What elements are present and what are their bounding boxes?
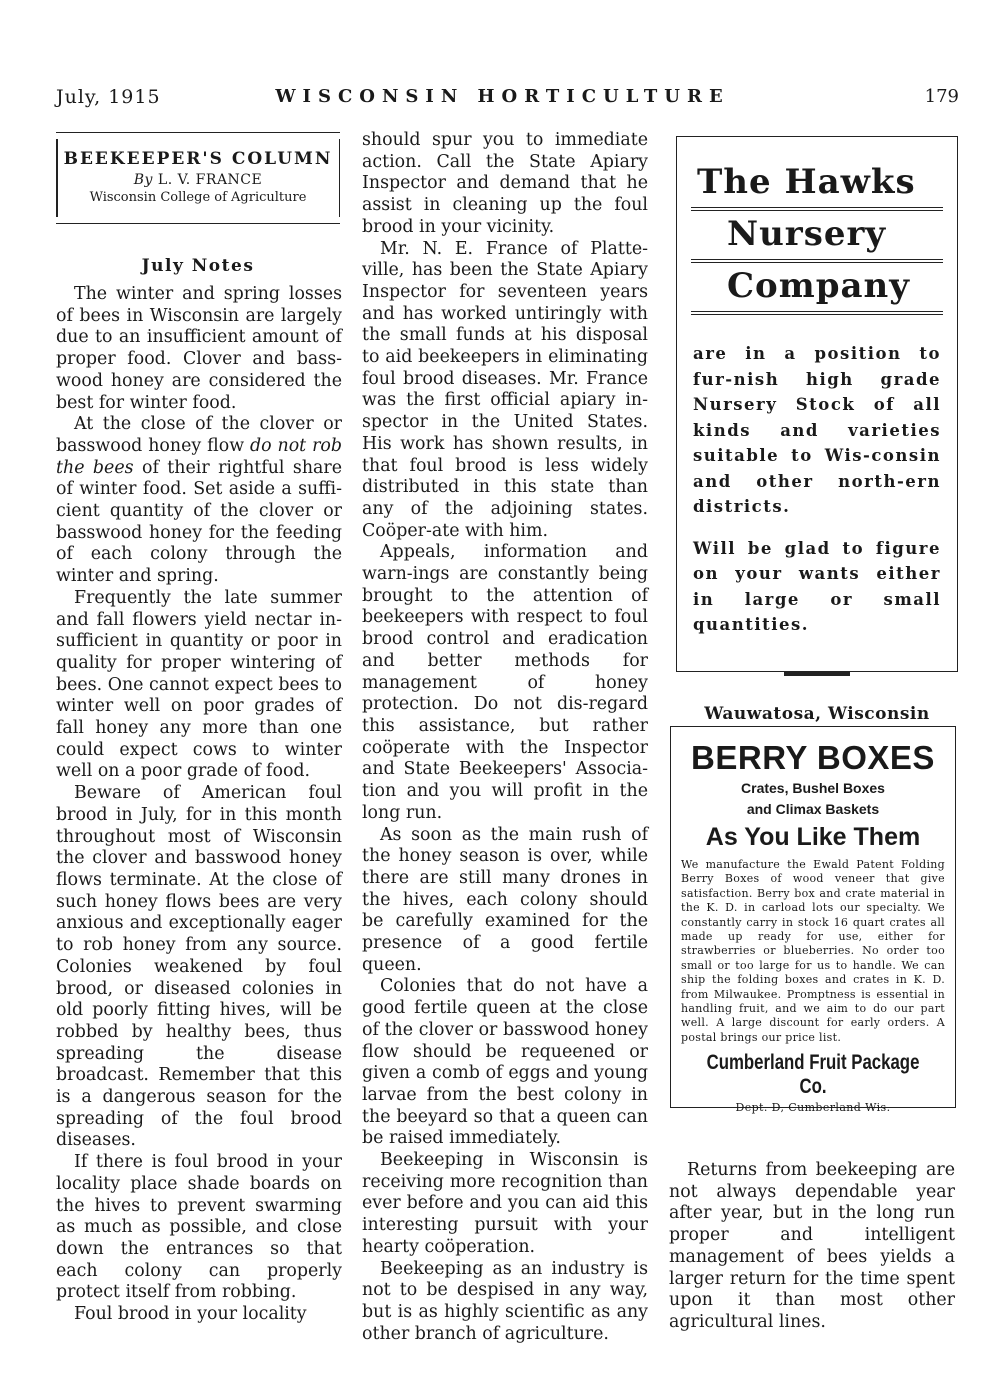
- paragraph: Appeals, information and warn-ings are constantly being brought to the attention of beekeepers with respect to foul brood control and eradication and better methods for management of honey protection. Do not dis-regard this assistance, but rather coöperate with the Inspector and State Beekeepers' Associa-tion and you will profit in the long run.: [362, 542, 648, 823]
- berry-company: Cumberland Fruit Package Co.: [706, 1051, 920, 1099]
- berry-boxes-advertisement: [670, 726, 956, 1115]
- column-title: BEEKEEPER'S COLUMN: [63, 149, 333, 169]
- divider: [784, 672, 850, 676]
- paragraph-text: of their rightful share of winter food. Set aside a suffi-cient quantity of the clover or basswood honey for the feeding of each colony through the winter and spring.: [56, 457, 342, 587]
- issue-date: July, 1915: [56, 86, 161, 108]
- berry-subheading: and Climax Baskets: [746, 801, 880, 817]
- berry-subheading: Crates, Bushel Boxes: [741, 780, 885, 796]
- berry-address: Dept. D, Cumberland Wis.: [735, 1101, 891, 1115]
- paragraph: Mr. N. E. France of Platte-ville, has been the State Apiary Inspector for seventeen years and has worked untiringly with the small funds at his disposal to aid beekeepers in eliminating foul brood diseases. Mr. France was the first official apiary in-spector in the United States. His work has shown results, in that foul brood is less widely distributed in this state than any of the adjoining states. Coöper-ate with him.: [362, 238, 648, 541]
- beekeeper-column-box: [56, 132, 340, 224]
- berry-headline: BERRY BOXES: [691, 739, 935, 776]
- nursery-location: Wauwatosa, Wisconsin: [704, 703, 930, 724]
- journal-title: WISCONSIN HORTICULTURE: [275, 86, 730, 107]
- paragraph: Returns from beekeeping are not always dependable year after year, but in the long run proper and intelligent management of bees yields a larger return for the time spent upon it than most other agricultural lines.: [669, 1160, 955, 1332]
- paragraph: As soon as the main rush of the honey season is over, while there are still many drones in the hives, each colony should be carefully examined for the presence of a good fertile queen.: [362, 824, 648, 975]
- divider: [691, 311, 943, 315]
- nursery-name-line-3: Company: [727, 266, 910, 306]
- column-2: [362, 130, 648, 1345]
- nursery-name-line-2: Nursery: [727, 214, 887, 254]
- paragraph: [56, 414, 342, 588]
- column-author: L. V. FRANCE: [157, 172, 263, 188]
- paragraph: Beekeeping as an industry is not to be despised in any way, but is as highly scientific as any other branch of agriculture.: [362, 1258, 648, 1344]
- nursery-name-line-1: The Hawks: [697, 162, 916, 202]
- paragraph: Colonies that do not have a good fertile queen at the close of the clover or basswood honey flow should be requeened or given a comb of eggs and young larvae from the best colony in the beeyard so that a queen can be raised immediately.: [362, 976, 648, 1149]
- running-head: [0, 86, 1005, 110]
- paragraph: should spur you to immediate action. Call the State Apiary Inspector and demand that he assist in cleaning up the foul brood in your vicinity.: [362, 130, 648, 237]
- column-byline: [56, 172, 340, 188]
- paragraph-text: At the close of the clover or basswood honey flow: [56, 414, 342, 456]
- page-number: 179: [924, 86, 959, 107]
- paragraph: Beekeeping in Wisconsin is receiving more recognition than ever before and you can aid this interesting pursuit with your hearty coöperation.: [362, 1150, 648, 1257]
- nursery-offer: Will be glad to figure on your wants either in large or small quantities.: [693, 538, 941, 634]
- nursery-advertisement: [676, 136, 958, 724]
- column-1: [56, 284, 342, 1326]
- byline-prefix: By: [133, 172, 153, 188]
- column-3-text: [669, 1160, 955, 1334]
- nursery-description: are in a position to fur-nish high grade Nursery Stock of all kinds and varieties suitable to Wis-consin and other north-ern districts.: [693, 344, 941, 516]
- section-heading: July Notes: [141, 256, 255, 276]
- berry-slogan: As You Like Them: [705, 823, 921, 851]
- emphasis-text: do not rob the bees: [56, 435, 343, 478]
- paragraph: The winter and spring losses of bees in Wisconsin are largely due to an insufficient amount of proper food. Clover and bass-wood honey are considered the best for winter food.: [56, 284, 342, 413]
- paragraph: Frequently the late summer and fall flowers yield nectar in-sufficient in quantity or poor in quality for proper wintering of bees. One cannot expect bees to winter well on poor grades of fall honey any more than one could expect cows to winter well on a poor grade of food.: [56, 587, 342, 782]
- berry-body: We manufacture the Ewald Patent Folding Berry Boxes of wood veneer that give satisfaction. Berry box and crate material in the K. D. in carload lots our specialty. We constantly carry in stock 16 quart crates all made up ready for use, either for strawberries or blueberries. No order too small or too large for us to handle. We can ship the folding boxes and crates in K. D. from Milwaukee. Promptness is essential in handling fruit, and we aim to do our part well. A large discount for early orders. A postal brings our price list.: [681, 858, 945, 1044]
- paragraph: Foul brood in your locality: [74, 1304, 307, 1325]
- paragraph: If there is foul brood in your locality place shade boards on the hives to prevent swarming as much as possible, and close down the entrances so that each colony can properly protect itself from robbing.: [56, 1152, 342, 1303]
- column-institution: Wisconsin College of Agriculture: [89, 190, 307, 205]
- paragraph: Beware of American foul brood in July, for in this month throughout most of Wisconsin the clover and basswood honey flows terminate. At the close of such honey flows bees are very anxious and exceptionally eager to rob honey from any source. Colonies weakened by foul brood, or diseased colonies in old poorly fitting hives, will be robbed by healthy bees, thus spreading the disease broadcast. Remember that this is a dangerous season for the spreading of the foul brood diseases.: [56, 783, 342, 1151]
